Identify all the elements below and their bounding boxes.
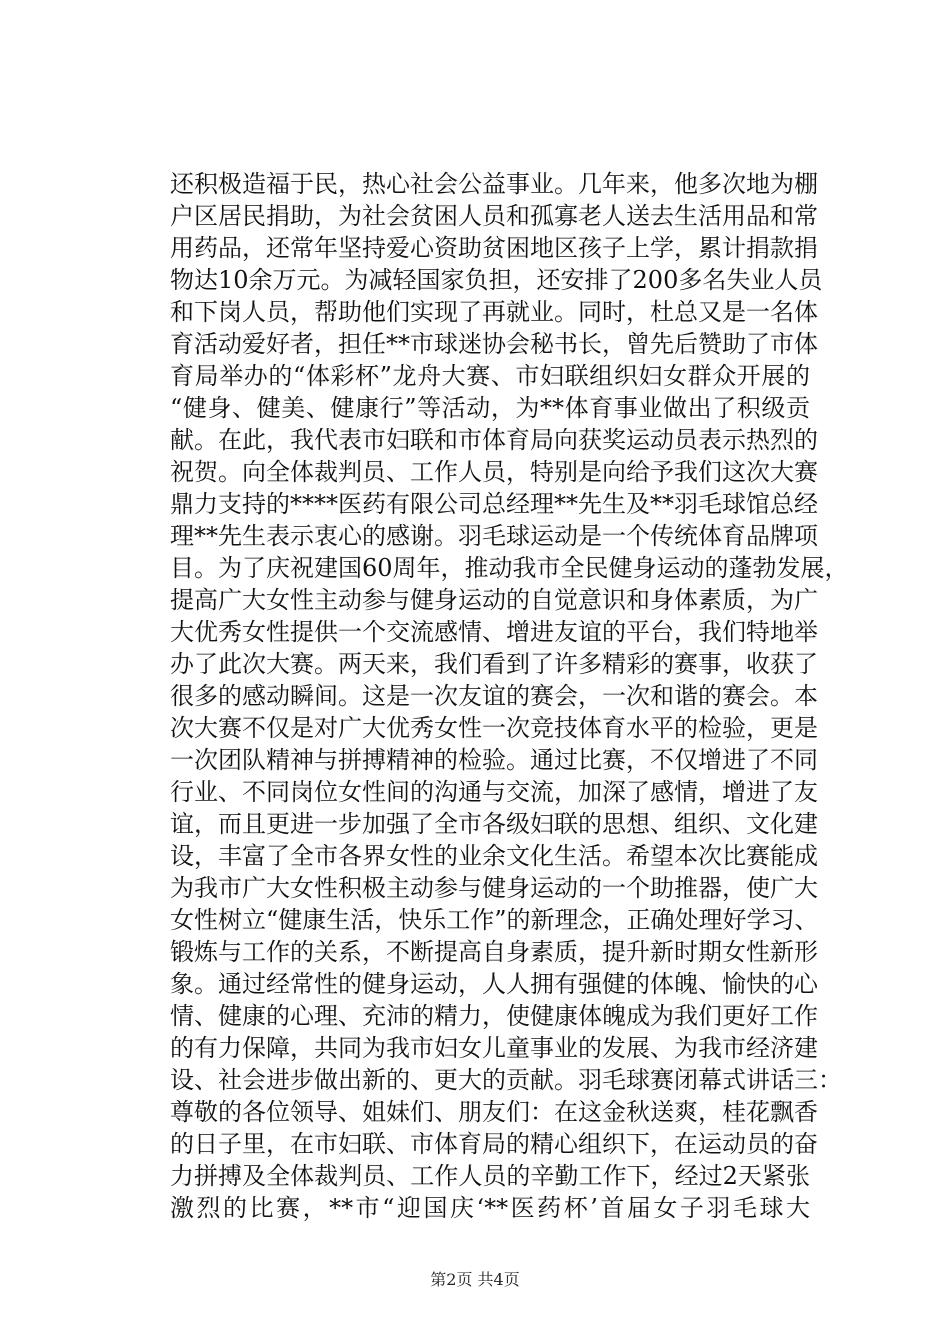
- text-line: 献。在此，我代表市妇联和市体育局向获奖运动员表示热烈的: [170, 426, 818, 454]
- text-line: 锻炼与工作的关系，不断提高自身素质，提升新时期女性新形: [170, 938, 818, 966]
- text-line: 激烈的比赛，**市“迎国庆‘**医药杯’首届女子羽毛球大: [170, 1194, 810, 1222]
- text-line: 设、社会进步做出新的、更大的贡献。羽毛球赛闭幕式讲话三：: [170, 1066, 842, 1094]
- text-line: 物达10余万元。为减轻国家负担，还安排了200多名失业人员: [170, 266, 823, 294]
- text-line: 女性树立“健康生活，快乐工作”的新理念，正确处理好学习、: [170, 906, 819, 934]
- text-line: 户区居民捐助，为社会贫困人员和孤寡老人送去生活用品和常: [170, 202, 818, 230]
- text-line: 目。为了庆祝建国60周年，推动我市全民健身运动的蓬勃发展，: [170, 554, 849, 582]
- text-line: 的日子里，在市妇联、市体育局的精心组织下，在运动员的奋: [170, 1130, 818, 1158]
- text-line: 办了此次大赛。两天来，我们看到了许多精彩的赛事，收获了: [170, 650, 818, 678]
- text-line: 很多的感动瞬间。这是一次友谊的赛会，一次和谐的赛会。本: [170, 682, 818, 710]
- text-line: 大优秀女性提供一个交流感情、增进友谊的平台，我们特地举: [170, 618, 818, 646]
- text-line: 次大赛不仅是对广大优秀女性一次竞技体育水平的检验，更是: [170, 714, 818, 742]
- text-line: 用药品，还常年坚持爱心资助贫困地区孩子上学，累计捐款捐: [170, 234, 818, 262]
- text-line: 象。通过经常性的健身运动，人人拥有强健的体魄、愉快的心: [170, 970, 818, 998]
- text-line: 还积极造福于民，热心社会公益事业。几年来，他多次地为棚: [170, 170, 818, 198]
- text-line: 提高广大女性主动参与健身运动的自觉意识和身体素质，为广: [170, 586, 818, 614]
- text-line: 育局举办的“体彩杯”龙舟大赛、市妇联组织妇女群众开展的: [170, 362, 810, 390]
- text-line: 谊，而且更进一步加强了全市各级妇联的思想、组织、文化建: [170, 810, 818, 838]
- text-line: 一次团队精神与拼搏精神的检验。通过比赛，不仅增进了不同: [170, 746, 818, 774]
- page-number-footer: 第2页 共4页: [430, 1270, 520, 1289]
- text-line: 为我市广大女性积极主动参与健身运动的一个助推器，使广大: [170, 874, 818, 902]
- text-line: 鼎力支持的****医药有限公司总经理**先生及**羽毛球馆总经: [170, 490, 818, 518]
- text-line: 育活动爱好者，担任**市球迷协会秘书长，曾先后赞助了市体: [170, 330, 818, 358]
- text-line: 的有力保障，共同为我市妇女儿童事业的发展、为我市经济建: [170, 1034, 818, 1062]
- text-line: 尊敬的各位领导、姐妹们、朋友们：在这金秋送爽，桂花飘香: [170, 1098, 818, 1126]
- text-line: “健身、健美、健康行”等活动，为**体育事业做出了积级贡: [170, 394, 810, 422]
- text-line: 力拼搏及全体裁判员、工作人员的辛勤工作下，经过2天紧张: [170, 1162, 810, 1190]
- body-text: [170, 168, 849, 1224]
- text-line: 和下岗人员，帮助他们实现了再就业。同时，杜总又是一名体: [170, 298, 818, 326]
- text-line: 设，丰富了全市各界女性的业余文化生活。希望本次比赛能成: [170, 842, 818, 870]
- text-line: 情、健康的心理、充沛的精力，使健康体魄成为我们更好工作: [170, 1002, 818, 1030]
- text-line: 行业、不同岗位女性间的沟通与交流，加深了感情，增进了友: [170, 778, 818, 806]
- text-line: 祝贺。向全体裁判员、工作人员，特别是向给予我们这次大赛: [170, 458, 818, 486]
- text-line: 理**先生表示衷心的感谢。羽毛球运动是一个传统体育品牌项: [170, 522, 818, 550]
